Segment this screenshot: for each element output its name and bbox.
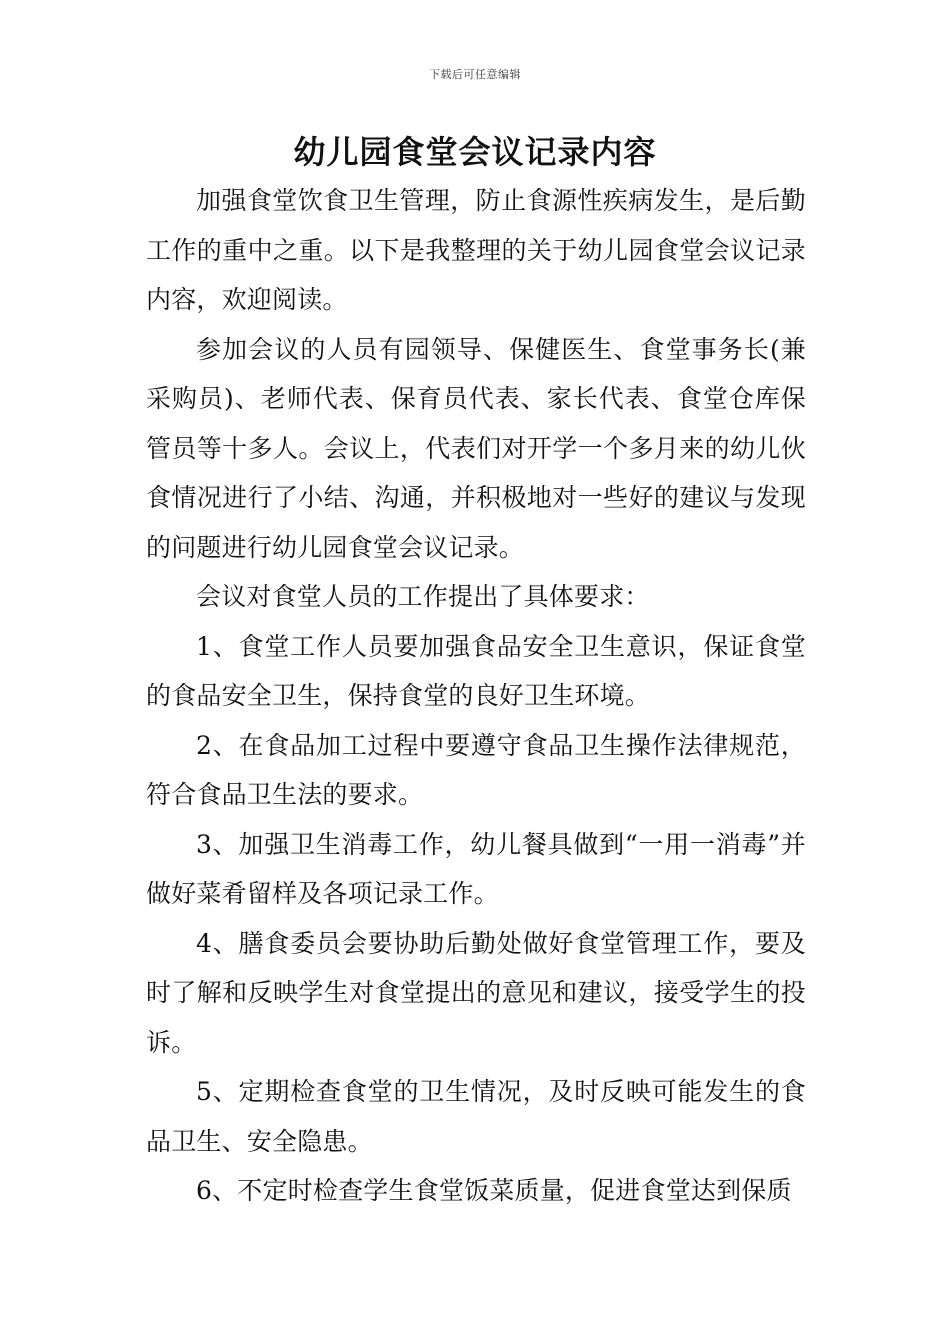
- list-item-6: 6、不定时检查学生食堂饭菜质量，促进食堂达到保质: [196, 1176, 792, 1205]
- paragraph-requirements-intro: 会议对食堂人员的工作提出了具体要求：: [196, 582, 650, 611]
- list-item-4: 4、膳食委员会要协助后勤处做好食堂管理工作，要及时了解和反映学生对食堂提出的意见和建议，接受学生的投诉。: [146, 928, 806, 1057]
- paragraph-attendees: 参加会议的人员有园领导、保健医生、食堂事务长(兼采购员)、老师代表、保育员代表、家长代表、食堂仓库保管员等十多人。会议上，代表们对开学一个多月来的幼儿伙食情况进行了小结、沟通，并积极地对一些好的建议与发现的问题进行幼儿园食堂会议记录。: [146, 334, 806, 562]
- list-item-2: 2、在食品加工过程中要遵守食品卫生操作法律规范，符合食品卫生法的要求。: [146, 730, 806, 809]
- list-item-1: 1、食堂工作人员要加强食品安全卫生意识，保证食堂的食品安全卫生，保持食堂的良好卫生环境。: [146, 631, 806, 710]
- list-item-3: 3、加强卫生消毒工作，幼儿餐具做到“一用一消毒”并做好菜肴留样及各项记录工作。: [146, 829, 806, 908]
- document-body: [146, 176, 806, 1216]
- list-item-5: 5、定期检查食堂的卫生情况，及时反映可能发生的食品卫生、安全隐患。: [146, 1077, 806, 1156]
- paragraph-intro: 加强食堂饮食卫生管理，防止食源性疾病发生，是后勤工作的重中之重。以下是我整理的关于幼儿园食堂会议记录内容，欢迎阅读。: [146, 186, 806, 314]
- header-note: 下载后可任意编辑: [429, 68, 521, 81]
- page-title: 幼儿园食堂会议记录内容: [293, 133, 657, 171]
